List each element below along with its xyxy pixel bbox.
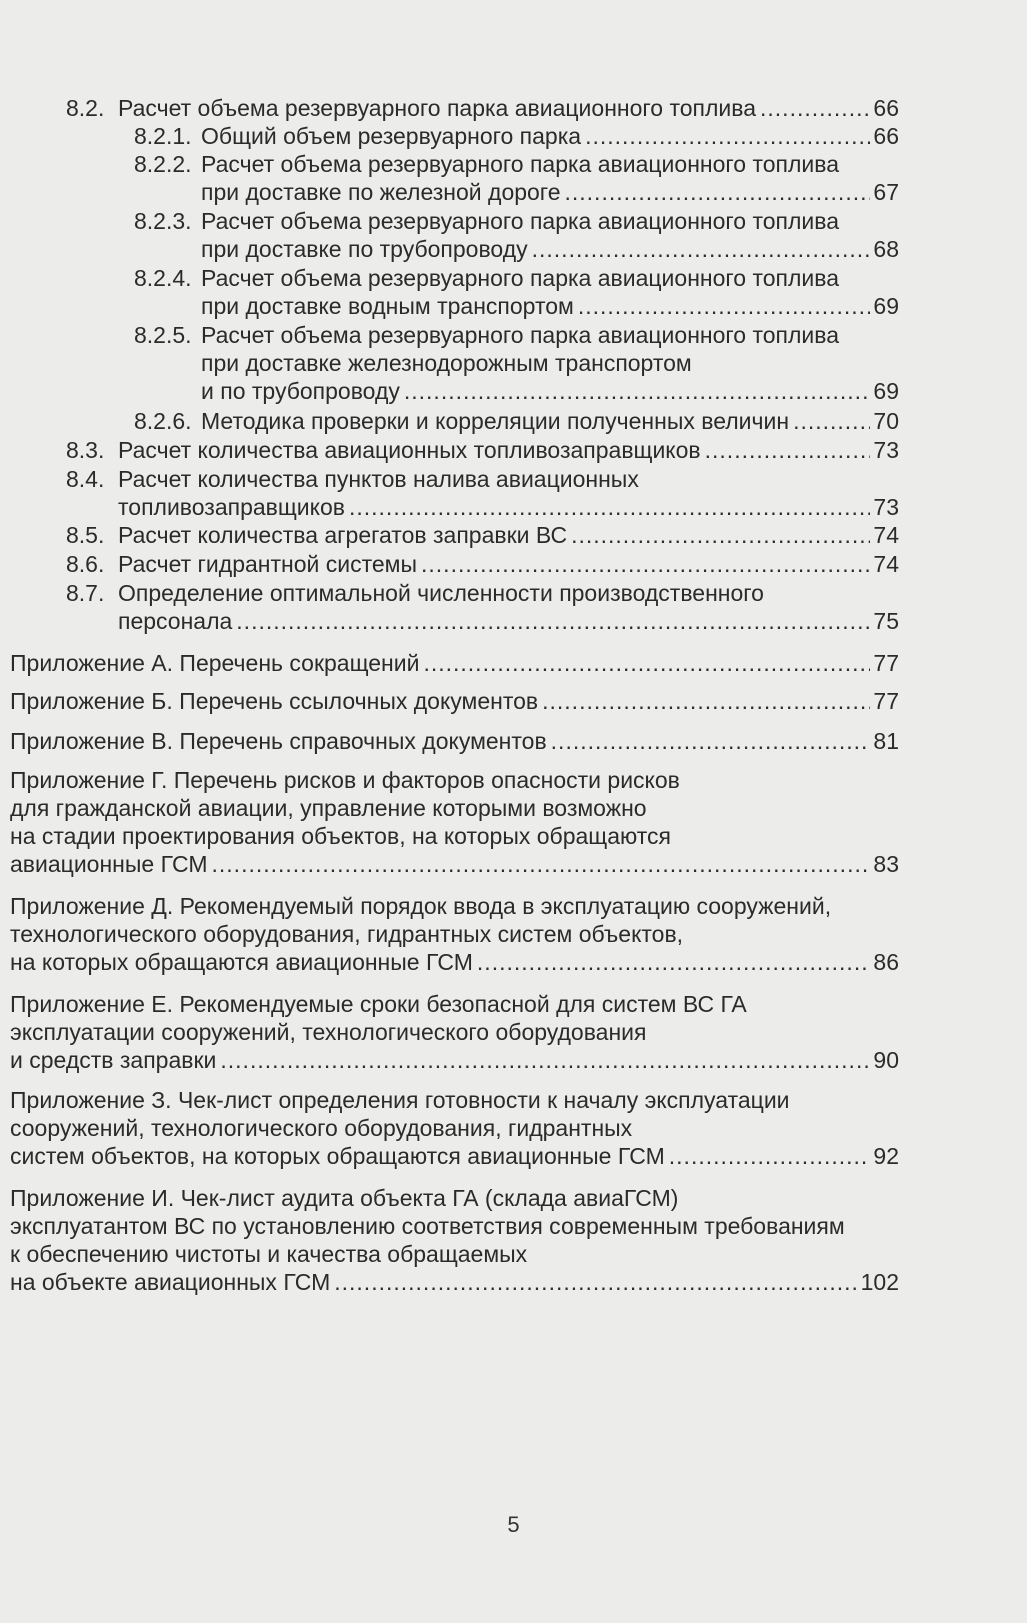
toc-title: Приложение В. Перечень справочных документов	[10, 728, 547, 754]
toc-page-number: 75	[873, 608, 899, 634]
toc-leader-dots	[532, 235, 871, 263]
toc-title-line: топливозаправщиков	[118, 494, 345, 520]
toc-title-line: систем объектов, на которых обращаются авиационные ГСМ	[10, 1143, 665, 1169]
toc-leader-dots	[669, 1142, 871, 1170]
toc-title-line: Приложение З. Чек-лист определения готовности к началу эксплуатации	[10, 1087, 790, 1113]
toc-entry-8-2[interactable]	[66, 94, 899, 122]
toc-number: 8.2.1.	[134, 123, 192, 149]
toc-leader-dots	[421, 550, 870, 578]
toc-appendix-g-cont2[interactable]	[10, 822, 899, 850]
toc-page-number: 67	[873, 179, 899, 205]
toc-title-line: эксплуатантом ВС по установлению соответствия современным требованиям	[10, 1213, 845, 1239]
toc-entry-8-4[interactable]	[66, 465, 899, 493]
toc-appendix-i-cont2[interactable]	[10, 1240, 899, 1268]
toc-page-number: 86	[873, 949, 899, 975]
toc-title: Расчет количества агрегатов заправки ВС	[118, 522, 568, 548]
toc-appendix-i-cont1[interactable]	[10, 1212, 899, 1240]
toc-entry-8-2-4[interactable]	[134, 264, 899, 292]
toc-page-number: 66	[873, 95, 899, 121]
toc-appendix-z[interactable]	[10, 1086, 899, 1114]
toc-page-number: 74	[873, 522, 899, 548]
toc-entry-8-2-3-cont[interactable]	[201, 235, 899, 263]
toc-title-line: сооружений, технологического оборудования, гидрантных	[10, 1115, 633, 1141]
toc-appendix-b[interactable]	[10, 687, 899, 715]
toc-title-line: при доставке по трубопроводу	[201, 236, 528, 262]
toc-appendix-d-cont1[interactable]	[10, 920, 899, 948]
toc-appendix-z-cont1[interactable]	[10, 1114, 899, 1142]
toc-title-line: Приложение Д. Рекомендуемый порядок ввода в эксплуатацию сооружений,	[10, 893, 832, 919]
toc-page-number: 73	[873, 494, 899, 520]
toc-title-line: эксплуатации сооружений, технологического оборудования	[10, 1019, 647, 1045]
toc-title-line: Расчет объема резервуарного парка авиационного топлива	[201, 151, 840, 177]
toc-leader-dots	[542, 687, 870, 715]
toc-title-line: Расчет объема резервуарного парка авиационного топлива	[201, 265, 840, 291]
toc-appendix-e-cont1[interactable]	[10, 1018, 899, 1046]
toc-page-number: 83	[873, 851, 899, 877]
toc-entry-8-2-5-cont2[interactable]	[201, 377, 899, 405]
toc-appendix-d[interactable]	[10, 892, 899, 920]
toc-leader-dots	[793, 407, 870, 435]
toc-leader-dots	[212, 850, 871, 878]
toc-number: 8.2.2.	[134, 151, 192, 177]
toc-title-line: Приложение И. Чек-лист аудита объекта ГА (склада авиаГСМ)	[10, 1185, 679, 1211]
toc-title-line: на стадии проектирования объектов, на которых обращаются	[10, 823, 671, 849]
toc-title-line: Расчет объема резервуарного парка авиационного топлива	[201, 322, 840, 348]
toc-leader-dots	[236, 607, 870, 635]
toc-title: Методика проверки и корреляции полученных величин	[201, 408, 790, 434]
toc-leader-dots	[551, 727, 871, 755]
toc-appendix-d-cont2[interactable]	[10, 948, 899, 976]
toc-title-line: к обеспечению чистоты и качества обращаемых	[10, 1241, 528, 1267]
toc-appendix-g[interactable]	[10, 766, 899, 794]
toc-title-line: при доставке по железной дороге	[201, 179, 561, 205]
toc-title: Расчет объема резервуарного парка авиационного топлива	[118, 95, 757, 121]
toc-number: 8.2.6.	[134, 408, 192, 434]
toc-page-number: 90	[873, 1047, 899, 1073]
toc-title-line: авиационные ГСМ	[10, 851, 208, 877]
toc-leader-dots	[760, 94, 870, 122]
toc-number: 8.2.3.	[134, 208, 192, 234]
toc-page-number: 69	[873, 293, 899, 319]
toc-number: 8.7.	[66, 580, 105, 606]
toc-number: 8.5.	[66, 522, 105, 548]
toc-leader-dots	[423, 649, 870, 677]
toc-leader-dots	[220, 1046, 870, 1074]
toc-page-number: 77	[873, 650, 899, 676]
toc-appendix-i[interactable]	[10, 1184, 899, 1212]
toc-leader-dots	[349, 493, 870, 521]
toc-entry-8-3[interactable]	[66, 436, 899, 464]
toc-title-line: персонала	[118, 608, 233, 634]
toc-page-number: 70	[873, 408, 899, 434]
toc-leader-dots	[477, 948, 870, 976]
toc-leader-dots	[571, 521, 870, 549]
toc-entry-8-6[interactable]	[66, 550, 899, 578]
toc-entry-8-2-2[interactable]	[134, 150, 899, 178]
toc-page-number: 92	[873, 1143, 899, 1169]
toc-appendix-g-cont1[interactable]	[10, 794, 899, 822]
toc-title-line: для гражданской авиации, управление которыми возможно	[10, 795, 647, 821]
toc-leader-dots	[705, 436, 871, 464]
toc-entry-8-2-5[interactable]	[134, 321, 899, 349]
toc-title-line: Приложение Г. Перечень рисков и факторов опасности рисков	[10, 767, 680, 793]
toc-leader-dots	[404, 377, 871, 405]
toc-entry-8-2-2-cont[interactable]	[201, 178, 899, 206]
toc-page-number: 69	[873, 378, 899, 404]
page-number: 5	[507, 1512, 520, 1537]
toc-number: 8.4.	[66, 466, 105, 492]
toc-title: Расчет количества авиационных топливозаправщиков	[118, 437, 701, 463]
toc-title: Общий объем резервуарного парка	[201, 123, 582, 149]
toc-title-line: на которых обращаются авиационные ГСМ	[10, 949, 473, 975]
toc-title-line: и средств заправки	[10, 1047, 217, 1073]
toc-number: 8.2.5.	[134, 322, 192, 348]
toc-title-line: Расчет количества пунктов налива авиационных	[118, 466, 639, 492]
toc-page-number: 102	[860, 1269, 899, 1295]
toc-entry-8-2-5-cont1[interactable]	[201, 349, 899, 377]
toc-title-line: и по трубопроводу	[201, 378, 400, 404]
toc-entry-8-7[interactable]	[66, 579, 899, 607]
toc-number: 8.3.	[66, 437, 105, 463]
toc-entry-8-2-1[interactable]	[134, 122, 899, 150]
toc-title-line: на объекте авиационных ГСМ	[10, 1269, 331, 1295]
toc-number: 8.2.4.	[134, 265, 192, 291]
toc-title-line: Определение оптимальной численности производственного	[118, 580, 764, 606]
toc-entry-8-4-cont[interactable]	[118, 493, 899, 521]
toc-number: 8.2.	[66, 95, 105, 121]
toc-appendix-e[interactable]	[10, 990, 899, 1018]
toc-page-number: 66	[873, 123, 899, 149]
toc-entry-8-7-cont[interactable]	[118, 607, 899, 635]
toc-appendix-e-cont2[interactable]	[10, 1046, 899, 1074]
toc-title-line: при доставке водным транспортом	[201, 293, 574, 319]
toc-appendix-g-cont3[interactable]	[10, 850, 899, 878]
toc-number: 8.6.	[66, 551, 105, 577]
toc-leader-dots	[578, 292, 871, 320]
toc-entry-8-2-3[interactable]	[134, 207, 899, 235]
toc-title: Приложение А. Перечень сокращений	[10, 650, 420, 676]
toc-appendix-v[interactable]	[10, 727, 899, 755]
toc-title-line: Приложение Е. Рекомендуемые сроки безопасной для систем ВС ГА	[10, 991, 747, 1017]
toc-title-line: при доставке железнодорожным транспортом	[201, 350, 692, 376]
toc-page-number: 73	[873, 437, 899, 463]
toc-title: Расчет гидрантной системы	[118, 551, 418, 577]
toc-title-line: технологического оборудования, гидрантных систем объектов,	[10, 921, 684, 947]
toc-leader-dots	[334, 1268, 857, 1296]
toc-appendix-a[interactable]	[10, 649, 899, 677]
toc-entry-8-5[interactable]	[66, 521, 899, 549]
toc-title: Приложение Б. Перечень ссылочных документов	[10, 688, 539, 714]
toc-entry-8-2-4-cont[interactable]	[201, 292, 899, 320]
toc-appendix-i-cont3[interactable]	[10, 1268, 899, 1296]
toc-appendix-z-cont2[interactable]	[10, 1142, 899, 1170]
toc-leader-dots	[565, 178, 871, 206]
toc-page-number: 77	[873, 688, 899, 714]
toc-page-number: 68	[873, 236, 899, 262]
toc-leader-dots	[585, 122, 870, 150]
toc-page-number: 81	[873, 728, 899, 754]
toc-entry-8-2-6[interactable]	[134, 407, 899, 435]
toc-title-line: Расчет объема резервуарного парка авиационного топлива	[201, 208, 840, 234]
toc-page-number: 74	[873, 551, 899, 577]
